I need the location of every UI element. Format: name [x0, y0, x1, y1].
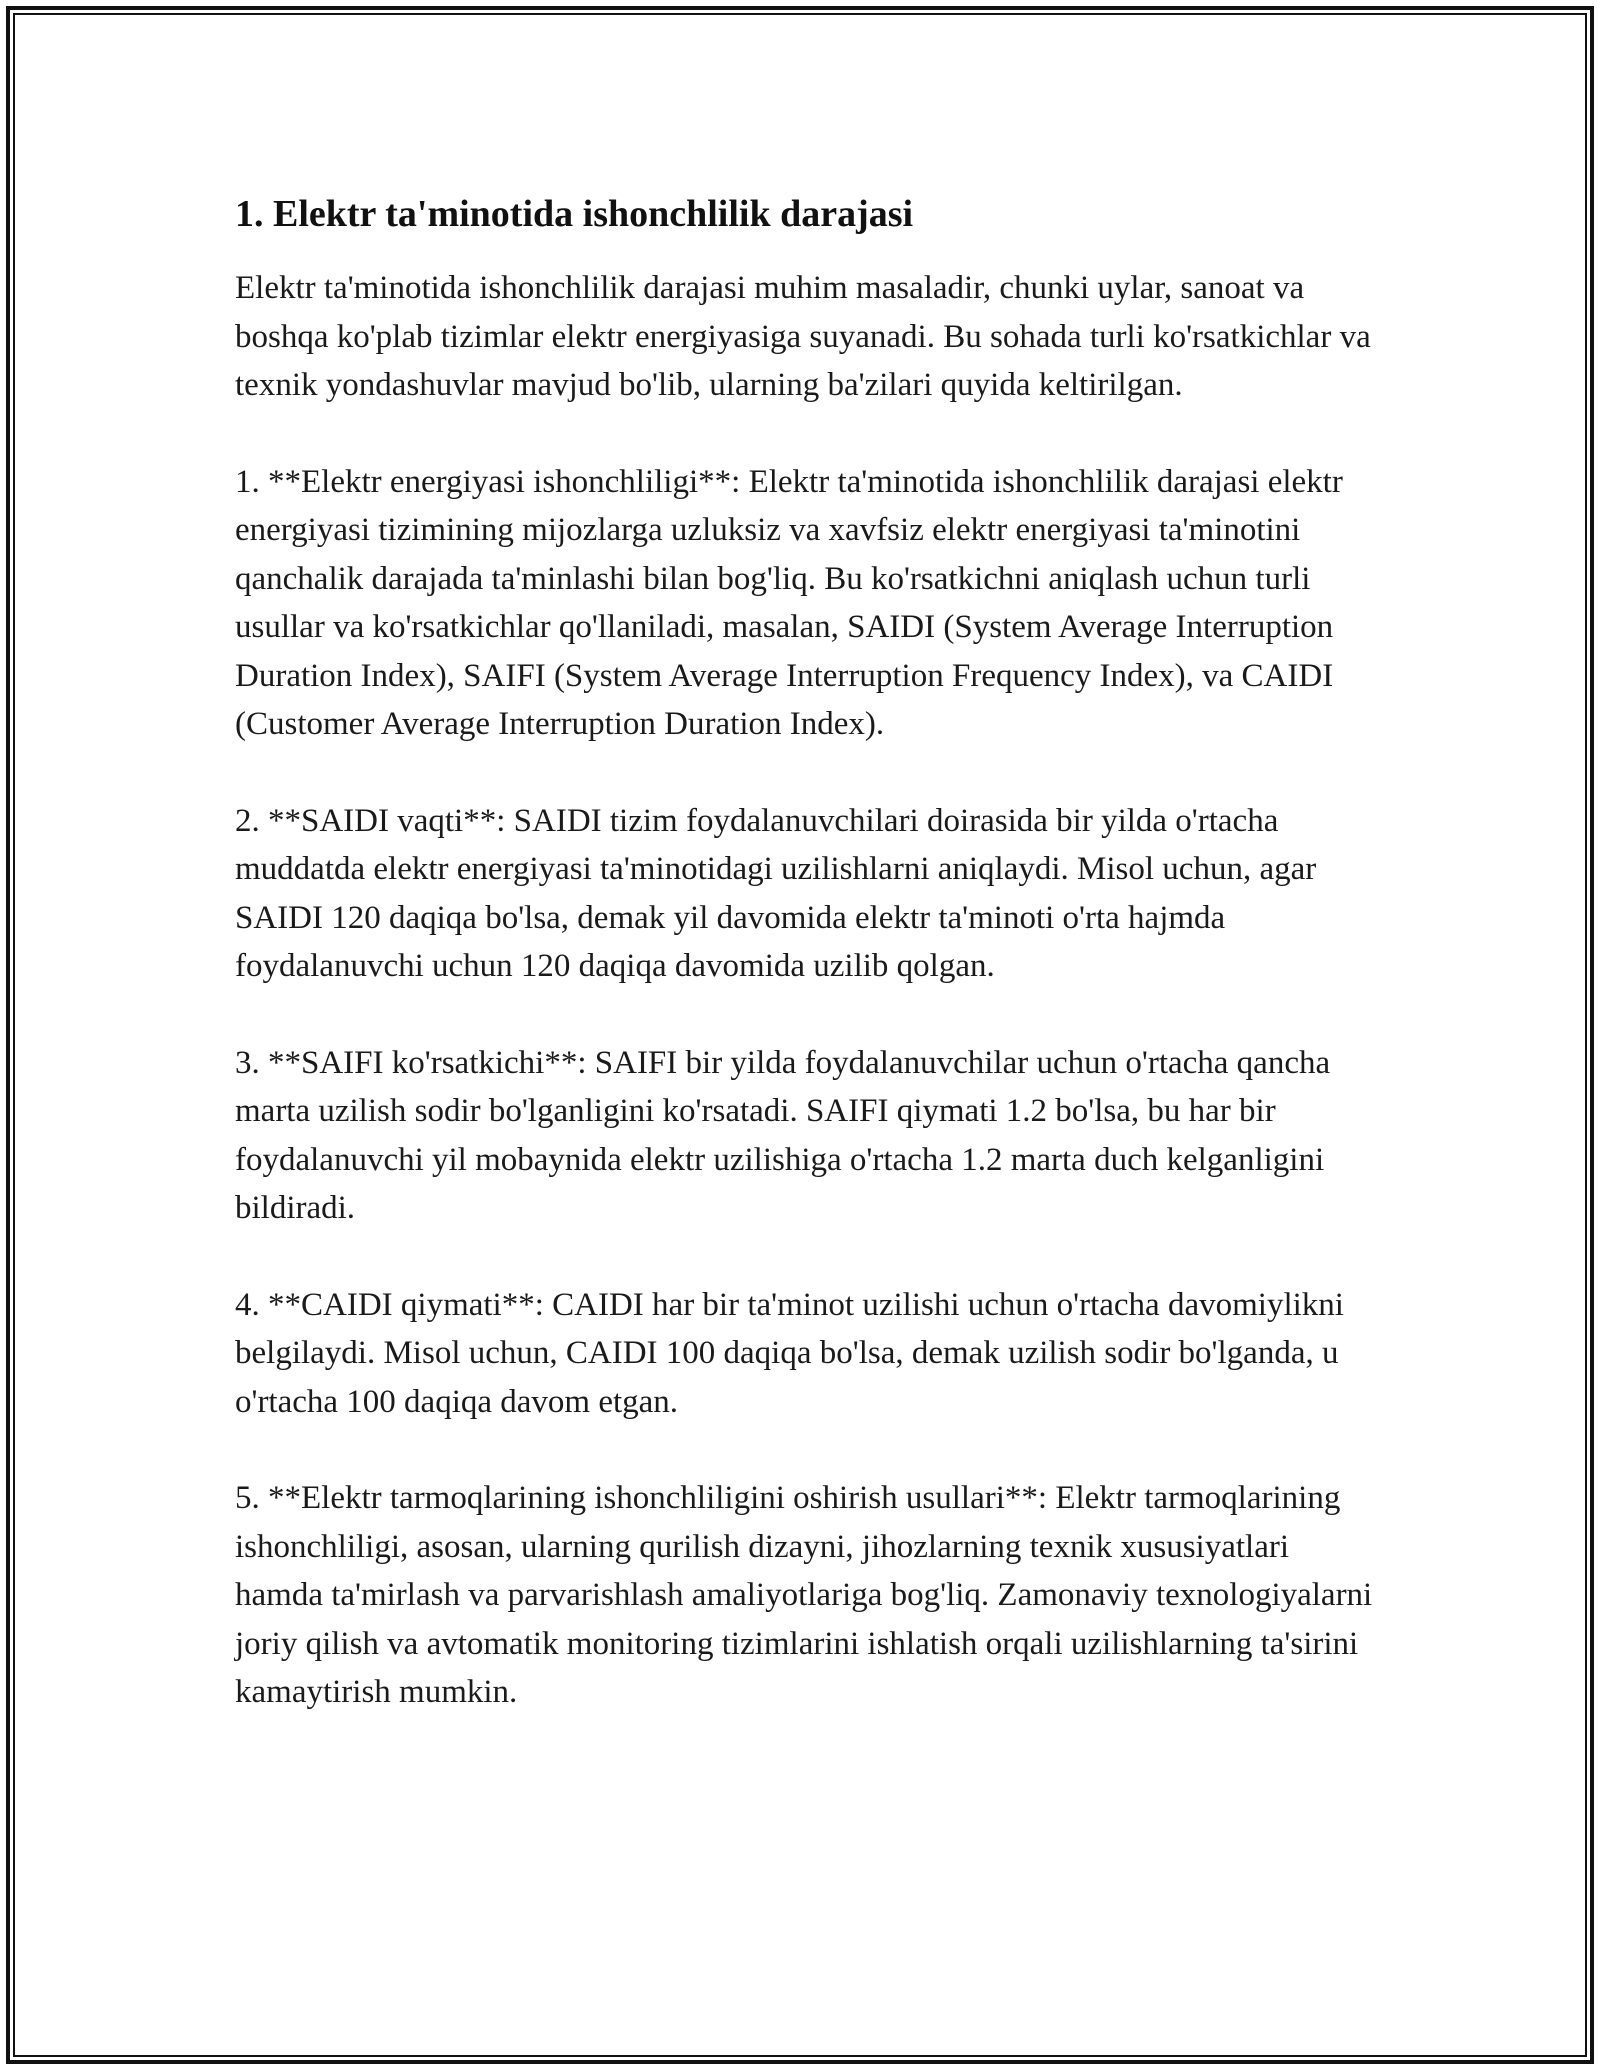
- document-title: 1. Elektr ta'minotida ishonchlilik darajasi: [235, 193, 914, 235]
- paragraph-item-1: 1. **Elektr energiyasi ishonchliligi**: Elektr ta'minotida ishonchlilik darajasi elektr energiyasi tizimining mijozlarga uzluksiz va xavfsiz elektr energiyasi ta'minotini qanchalik darajada ta'minlashi bilan bog'liq. Bu ko'rsatkichni aniqlash uchun turli usullar va ko'rsatkichlar qo'llaniladi, masalan, SAIDI (System Average Interruption Duration Index), SAIFI (System Average Interruption Frequency Index), va CAIDI (Customer Average Interruption Duration Index).: [235, 463, 1343, 742]
- paragraph-item-2: 2. **SAIDI vaqti**: SAIDI tizim foydalanuvchilari doirasida bir yilda o'rtacha muddatda elektr energiyasi ta'minotidagi uzilishlarni aniqlaydi. Misol uchun, agar SAIDI 120 daqiqa bo'lsa, demak yil davomida elektr ta'minoti o'rta hajmda foydalanuvchi uchun 120 daqiqa davomida uzilib qolgan.: [235, 802, 1317, 984]
- intro-paragraph: Elektr ta'minotida ishonchlilik darajasi muhim masaladir, chunki uylar, sanoat va boshqa ko'plab tizimlar elektr energiyasiga suyanadi. Bu sohada turli ko'rsatkichlar va texnik yondashuvlar mavjud bo'lib, ularning ba'zilari quyida keltirilgan.: [235, 270, 1371, 403]
- document-body: [235, 186, 1375, 1765]
- paragraph-item-4: 4. **CAIDI qiymati**: CAIDI har bir ta'minot uzilishi uchun o'rtacha davomiylikni belgilaydi. Misol uchun, CAIDI 100 daqiqa bo'lsa, demak uzilish sodir bo'lganda, u o'rtacha 100 daqiqa davom etgan.: [235, 1286, 1344, 1420]
- paragraph-item-5: 5. **Elektr tarmoqlarining ishonchliligini oshirish usullari**: Elektr tarmoqlarining ishonchliligi, asosan, ularning qurilish dizayni, jihozlarning texnik xususiyatlari hamda ta'mirlash va parvarishlash amaliyotlariga bog'liq. Zamonaviy texnologiyalarni joriy qilish va avtomatik monitoring tizimlarini ishlatish orqali uzilishlarning ta'sirini kamaytirish mumkin.: [235, 1480, 1373, 1710]
- paragraph-item-3: 3. **SAIFI ko'rsatkichi**: SAIFI bir yilda foydalanuvchilar uchun o'rtacha qancha marta uzilish sodir bo'lganligini ko'rsatadi. SAIFI qiymati 1.2 bo'lsa, bu har bir foydalanuvchi yil mobaynida elektr uzilishiga o'rtacha 1.2 marta duch kelganligini bildiradi.: [235, 1044, 1331, 1226]
